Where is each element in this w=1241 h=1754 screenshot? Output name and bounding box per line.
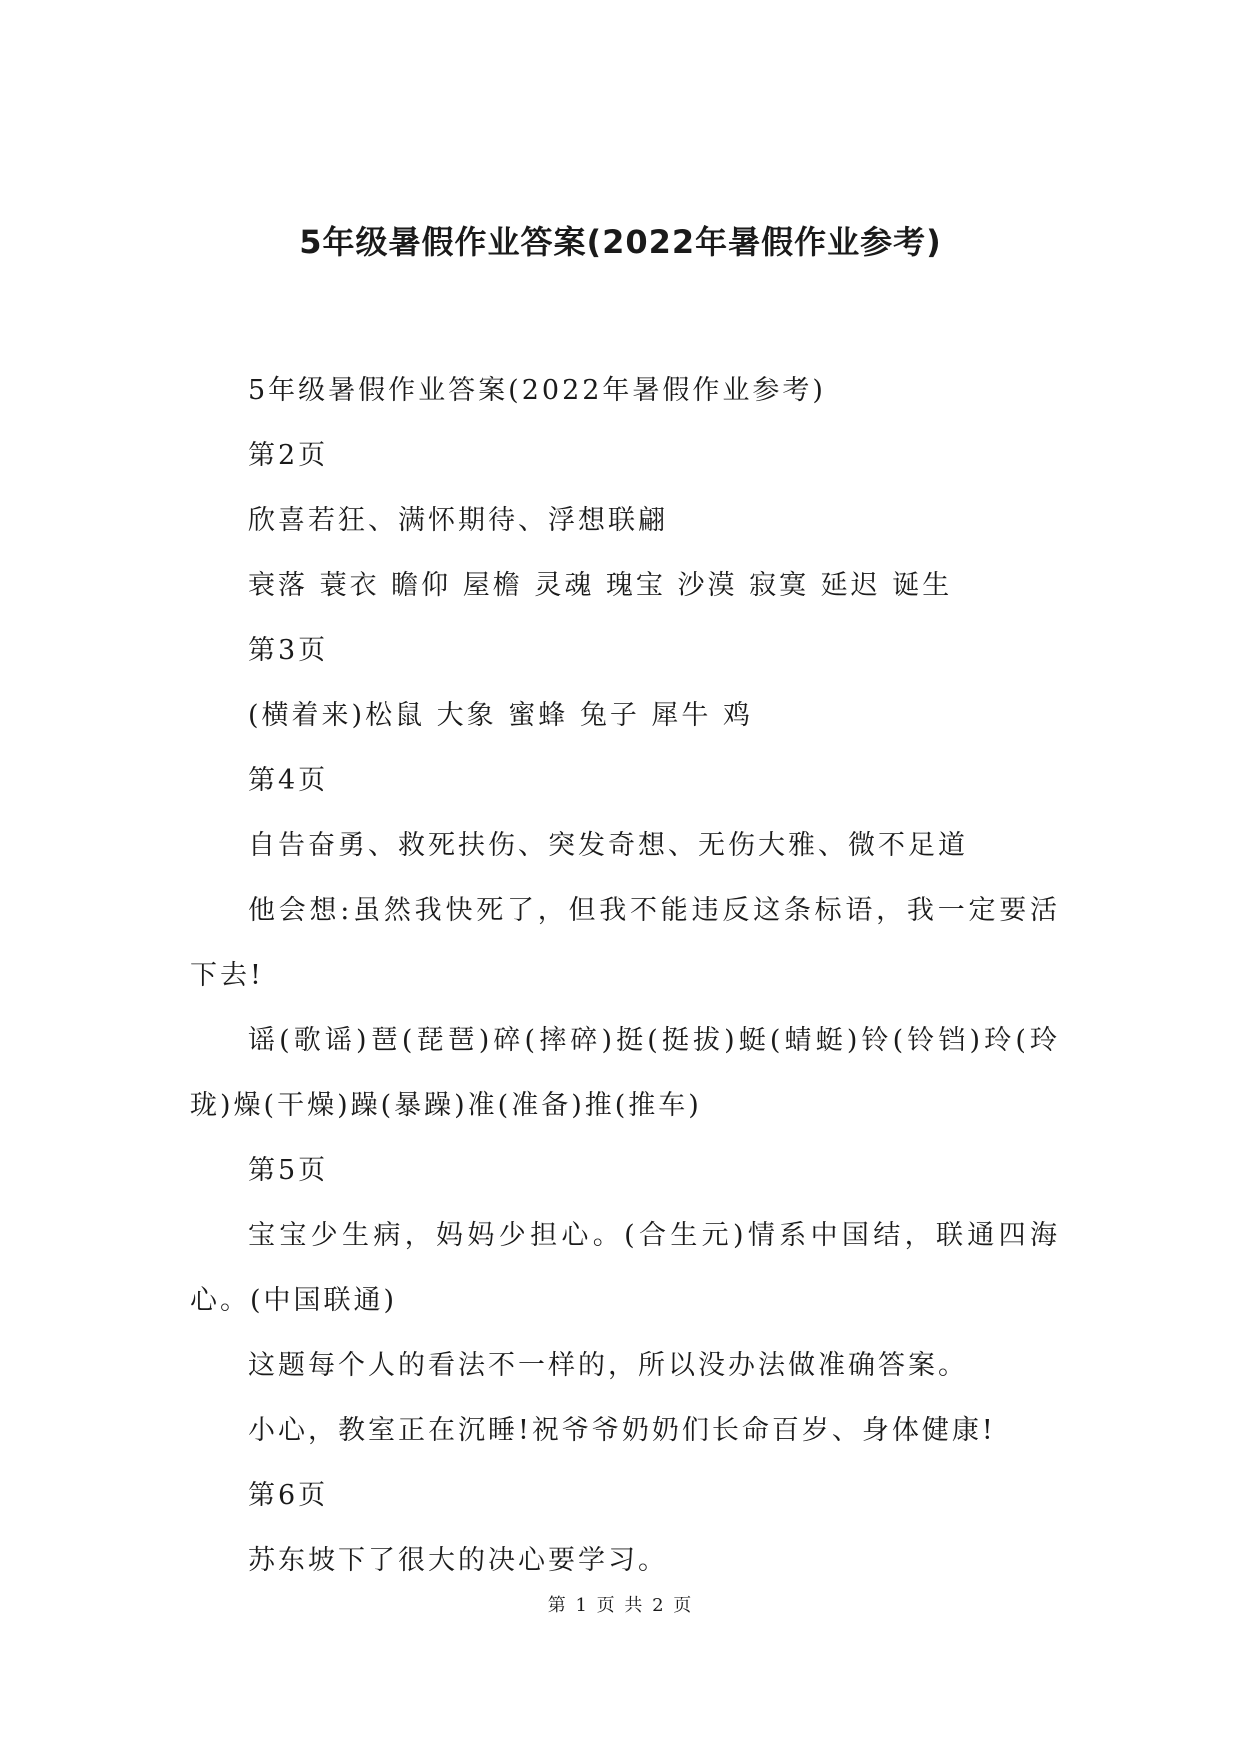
paragraph-wishes: 小心，教室正在沉睡!祝爷爷奶奶们长命百岁、身体健康! (248, 1415, 996, 1446)
paragraph-page-3-heading: 第3页 (248, 635, 329, 666)
paragraph-word-groups: 谣(歌谣)琶(琵琶)碎(摔碎)挺(挺拔)蜓(蜻蜓)铃(铃铛)玲(玲珑)燥(干燥)躁(暴躁)准(准备)推(推车) (190, 1025, 1060, 1121)
page-footer: 第 1 页 共 2 页 (547, 1595, 694, 1616)
paragraph-words-1: 衰落 蓑衣 瞻仰 屋檐 灵魂 瑰宝 沙漠 寂寞 延迟 诞生 (248, 570, 953, 601)
paragraph-animals: (横着来)松鼠 大象 蜜蜂 兔子 犀牛 鸡 (248, 700, 753, 731)
document-title: 5年级暑假作业答案(2022年暑假作业参考) (299, 223, 942, 261)
paragraph-idioms-1: 欣喜若狂、满怀期待、浮想联翩 (248, 505, 668, 536)
paragraph-idioms-2: 自告奋勇、救死扶伤、突发奇想、无伤大雅、微不足道 (248, 830, 968, 861)
paragraph-slogans: 宝宝少生病，妈妈少担心。(合生元)情系中国结，联通四海心。(中国联通) (190, 1220, 1060, 1316)
document-body (190, 358, 1060, 1593)
paragraph-su-dongpo: 苏东坡下了很大的决心要学习。 (248, 1545, 668, 1576)
paragraph-thought: 他会想:虽然我快死了，但我不能违反这条标语，我一定要活下去! (190, 895, 1060, 991)
paragraph-opinion: 这题每个人的看法不一样的，所以没办法做准确答案。 (248, 1350, 968, 1381)
paragraph-page-6-heading: 第6页 (248, 1480, 329, 1511)
paragraph-page-4-heading: 第4页 (248, 765, 329, 796)
paragraph-page-2-heading: 第2页 (248, 440, 329, 471)
paragraph-subtitle: 5年级暑假作业答案(2022年暑假作业参考) (248, 375, 826, 406)
paragraph-page-5-heading: 第5页 (248, 1155, 329, 1186)
